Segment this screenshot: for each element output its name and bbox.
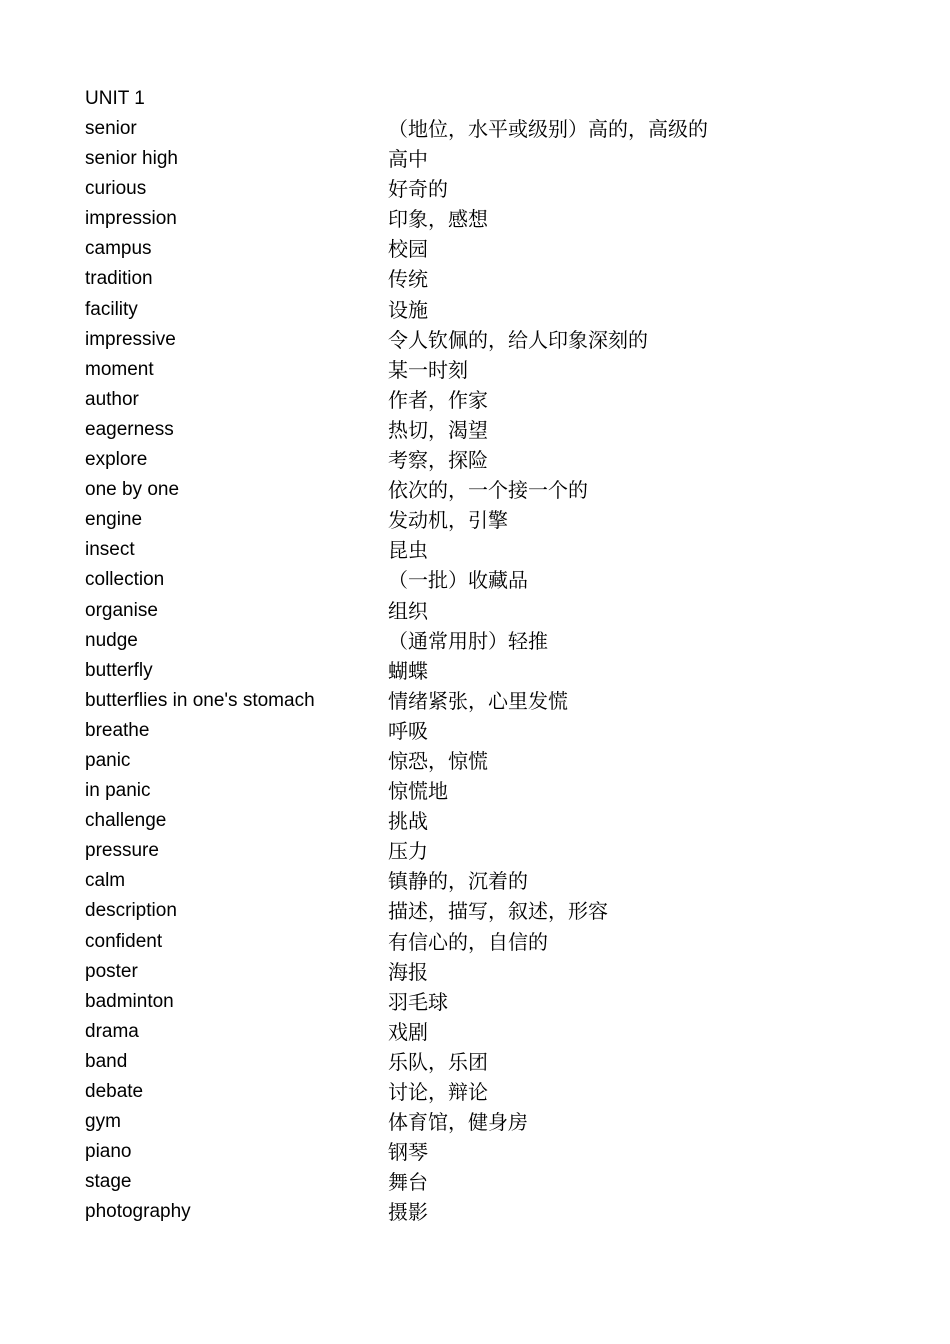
vocab-entry (0, 748, 950, 778)
vocab-definition: 好奇的 (388, 177, 448, 202)
vocab-entry (0, 236, 950, 266)
vocab-entry (0, 297, 950, 327)
vocab-term: badminton (85, 990, 174, 1012)
vocab-entry (0, 989, 950, 1019)
vocab-entry (0, 658, 950, 688)
vocab-term: photography (85, 1201, 191, 1223)
vocab-entry (0, 598, 950, 628)
vocab-definition: 有信心的，自信的 (388, 929, 548, 954)
vocab-definition: 舞台 (388, 1170, 428, 1195)
vocab-term: calm (85, 870, 126, 892)
vocab-entry (0, 116, 950, 146)
vocab-definition: 羽毛球 (388, 989, 448, 1014)
vocab-entry (0, 567, 950, 597)
vocab-term: breathe (85, 719, 150, 741)
vocab-entry (0, 1109, 950, 1139)
vocab-definition: 情绪紧张，心里发慌 (388, 688, 568, 713)
vocab-entry (0, 477, 950, 507)
vocab-term: piano (85, 1141, 132, 1163)
vocab-definition: 呼吸 (388, 718, 428, 743)
vocab-definition: 蝴蝶 (388, 658, 428, 683)
vocab-entry (0, 868, 950, 898)
vocab-entry (0, 507, 950, 537)
vocab-definition: 压力 (388, 839, 428, 864)
vocab-term: curious (85, 178, 147, 200)
vocab-definition: 组织 (388, 598, 428, 623)
vocab-entry (0, 688, 950, 718)
vocab-term: stage (85, 1171, 132, 1193)
vocab-entry (0, 357, 950, 387)
vocabulary-list (0, 116, 950, 1229)
vocab-term: tradition (85, 268, 153, 290)
vocab-term: butterfly (85, 659, 153, 681)
vocab-term: senior (85, 118, 137, 139)
vocab-term: author (85, 388, 139, 410)
vocab-entry (0, 778, 950, 808)
vocab-term: gym (85, 1111, 121, 1133)
vocab-entry (0, 898, 950, 928)
vocab-entry (0, 1199, 950, 1229)
vocab-definition: 镇静的，沉着的 (388, 869, 528, 894)
vocab-term: challenge (85, 810, 167, 832)
vocab-entry (0, 1019, 950, 1049)
vocab-definition: 惊恐，惊慌 (388, 748, 488, 773)
vocab-definition: （地位，水平或级别）高的，高级的 (388, 117, 708, 141)
vocab-term: facility (85, 298, 138, 320)
vocab-definition: 体育馆，健身房 (388, 1110, 528, 1135)
vocab-entry (0, 1169, 950, 1199)
vocab-definition: （一批）收藏品 (388, 568, 528, 593)
vocab-term: moment (85, 358, 154, 380)
vocab-definition: 考察，探险 (388, 448, 488, 473)
vocab-definition: 传统 (388, 267, 428, 292)
vocab-definition: 惊慌地 (388, 779, 448, 804)
vocab-term: organise (85, 599, 158, 621)
vocab-definition: 钢琴 (388, 1140, 428, 1165)
vocab-definition: 令人钦佩的，给人印象深刻的 (388, 327, 648, 352)
vocab-entry (0, 1079, 950, 1109)
vocab-term: explore (85, 449, 148, 471)
vocab-term: collection (85, 569, 165, 591)
vocab-term: nudge (85, 629, 138, 651)
vocab-term: band (85, 1050, 128, 1072)
vocab-term: drama (85, 1020, 139, 1042)
vocab-term: one by one (85, 479, 180, 501)
vocab-definition: 乐队，乐团 (388, 1049, 488, 1074)
vocab-entry (0, 176, 950, 206)
vocab-entry (0, 266, 950, 296)
vocab-entry (0, 447, 950, 477)
vocab-definition: 设施 (388, 297, 428, 322)
vocab-entry (0, 718, 950, 748)
vocab-entry (0, 387, 950, 417)
unit-title: UNIT 1 (85, 88, 145, 109)
vocab-definition: 描述，描写，叙述，形容 (388, 899, 608, 924)
vocab-definition: 昆虫 (388, 538, 428, 563)
vocab-term: description (85, 900, 177, 922)
vocab-entry (0, 929, 950, 959)
vocab-entry (0, 327, 950, 357)
vocab-definition: 印象，感想 (388, 207, 488, 232)
vocab-term: impression (85, 208, 177, 230)
vocab-definition: 发动机，引擎 (388, 508, 508, 533)
vocab-definition: 高中 (388, 147, 428, 172)
vocab-term: confident (85, 930, 163, 952)
vocab-term: pressure (85, 840, 159, 862)
vocab-entry (0, 808, 950, 838)
vocab-term: eagerness (85, 418, 174, 440)
vocab-definition: 戏剧 (388, 1019, 428, 1044)
vocab-entry (0, 417, 950, 447)
vocab-term: panic (85, 749, 131, 771)
vocab-entry (0, 206, 950, 236)
vocab-term: debate (85, 1081, 144, 1102)
vocab-definition: 海报 (388, 959, 428, 984)
vocab-entry (0, 628, 950, 658)
vocab-definition: （通常用肘）轻推 (388, 628, 548, 653)
vocab-definition: 讨论，辩论 (388, 1080, 488, 1104)
vocab-term: butterflies in one's stomach (85, 689, 315, 711)
vocab-term: in panic (85, 780, 151, 802)
vocab-entry (0, 1049, 950, 1079)
vocab-definition: 依次的，一个接一个的 (388, 478, 588, 503)
vocab-entry (0, 1139, 950, 1169)
vocab-definition: 热切，渴望 (388, 417, 488, 442)
vocab-term: poster (85, 960, 138, 982)
vocab-definition: 摄影 (388, 1200, 428, 1225)
vocab-entry (0, 146, 950, 176)
vocab-definition: 校园 (388, 237, 428, 262)
vocab-entry (0, 537, 950, 567)
vocab-definition: 挑战 (388, 809, 428, 834)
vocab-definition: 作者，作家 (388, 387, 488, 412)
vocab-term: senior high (85, 148, 178, 170)
vocab-term: campus (85, 238, 152, 260)
vocab-term: engine (85, 509, 143, 531)
vocab-term: impressive (85, 328, 176, 350)
vocab-entry (0, 838, 950, 868)
vocab-entry (0, 959, 950, 989)
vocab-definition: 某一时刻 (388, 357, 468, 382)
vocab-term: insect (85, 539, 135, 561)
